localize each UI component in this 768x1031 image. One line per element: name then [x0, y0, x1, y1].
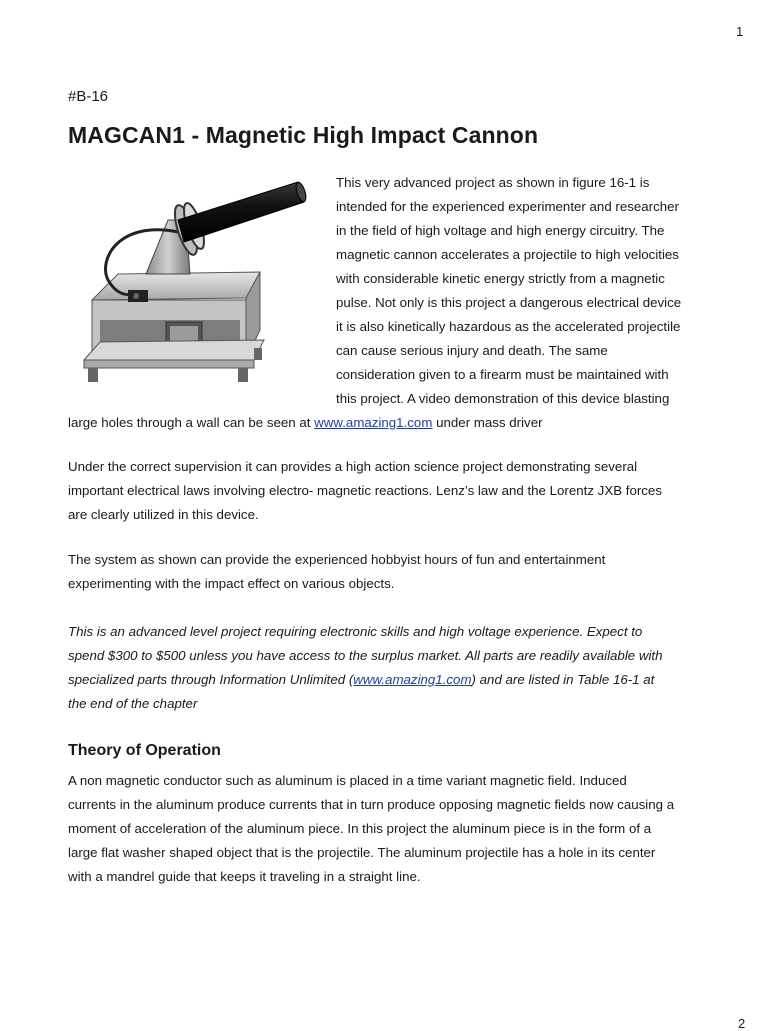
text-segment: specialized parts through Information Unlimited (	[68, 672, 354, 687]
intro-paragraph	[68, 171, 708, 435]
text-line: moment of acceleration of the aluminum piece. In this project the aluminum piece is in the form of a	[68, 821, 652, 836]
text-line: in the field of high voltage and high energy circuitry. The	[336, 223, 665, 238]
hobbyist-paragraph	[68, 548, 708, 596]
text-line: currents in the aluminum produce currents that in turn produce opposing magnetic fields now causing a	[68, 797, 675, 812]
text-line: spend $300 to $500 unless you have access to the surplus market. All parts are readily available with	[68, 648, 663, 663]
theory-paragraph	[68, 769, 708, 889]
text-line: The system as shown can provide the experienced hobbyist hours of fun and entertainment	[68, 552, 606, 567]
text-line: consideration given to a firearm must be maintained with	[336, 367, 669, 382]
text-line: intended for the experienced experimenter and researcher	[336, 199, 679, 214]
text-line: this project. A video demonstration of this device blasting	[336, 391, 670, 406]
text-segment: large holes through a wall can be seen at	[68, 415, 315, 430]
text-line: are clearly utilized in this device.	[68, 507, 259, 522]
text-line	[68, 411, 708, 435]
text-line: important electrical laws involving electro- magnetic reactions. Lenz’s law and the Lorentz JXB forces	[68, 483, 662, 498]
cost-note-paragraph	[68, 620, 708, 716]
next-page-number: 2	[738, 1016, 746, 1031]
text-line: This is an advanced level project requiring electronic skills and high voltage experience. Expect to	[68, 624, 643, 639]
supervision-paragraph	[68, 455, 708, 527]
text-line: large flat washer shaped object that is the projectile. The aluminum projectile has a hole in its center	[68, 845, 656, 860]
text-line	[68, 668, 708, 692]
text-line: A non magnetic conductor such as aluminum is placed in a time variant magnetic field. Induced	[68, 773, 627, 788]
text-line: the end of the chapter	[68, 696, 198, 711]
text-line: Under the correct supervision it can provides a high action science project demonstrating several	[68, 459, 638, 474]
document-code: #B-16	[68, 88, 109, 105]
text-line: pulse. Not only is this project a dangerous electrical device	[336, 295, 682, 310]
text-segment: ) and are listed in Table 16-1 at	[471, 672, 655, 687]
text-line: experimenting with the impact effect on various objects.	[68, 576, 395, 591]
document-title: MAGCAN1 - Magnetic High Impact Cannon	[68, 122, 539, 148]
amazing1-link[interactable]: www.amazing1.com	[353, 672, 472, 687]
text-line: can cause serious injury and death. The same	[336, 343, 608, 358]
text-line: with a mandrel guide that keeps it traveling in a straight line.	[68, 869, 421, 884]
section-heading: Theory of Operation	[68, 742, 221, 759]
text-segment: under mass driver	[432, 415, 543, 430]
text-line: This very advanced project as shown in figure 16-1 is	[336, 175, 650, 190]
text-line: with considerable kinetic energy strictly from a magnetic	[336, 271, 665, 286]
page-number: 1	[736, 24, 744, 39]
amazing1-link[interactable]: www.amazing1.com	[314, 415, 433, 430]
text-line: magnetic cannon accelerates a projectile to high velocities	[336, 247, 679, 262]
text-line: it is also kinetically hazardous as the accelerated projectile	[336, 319, 681, 334]
